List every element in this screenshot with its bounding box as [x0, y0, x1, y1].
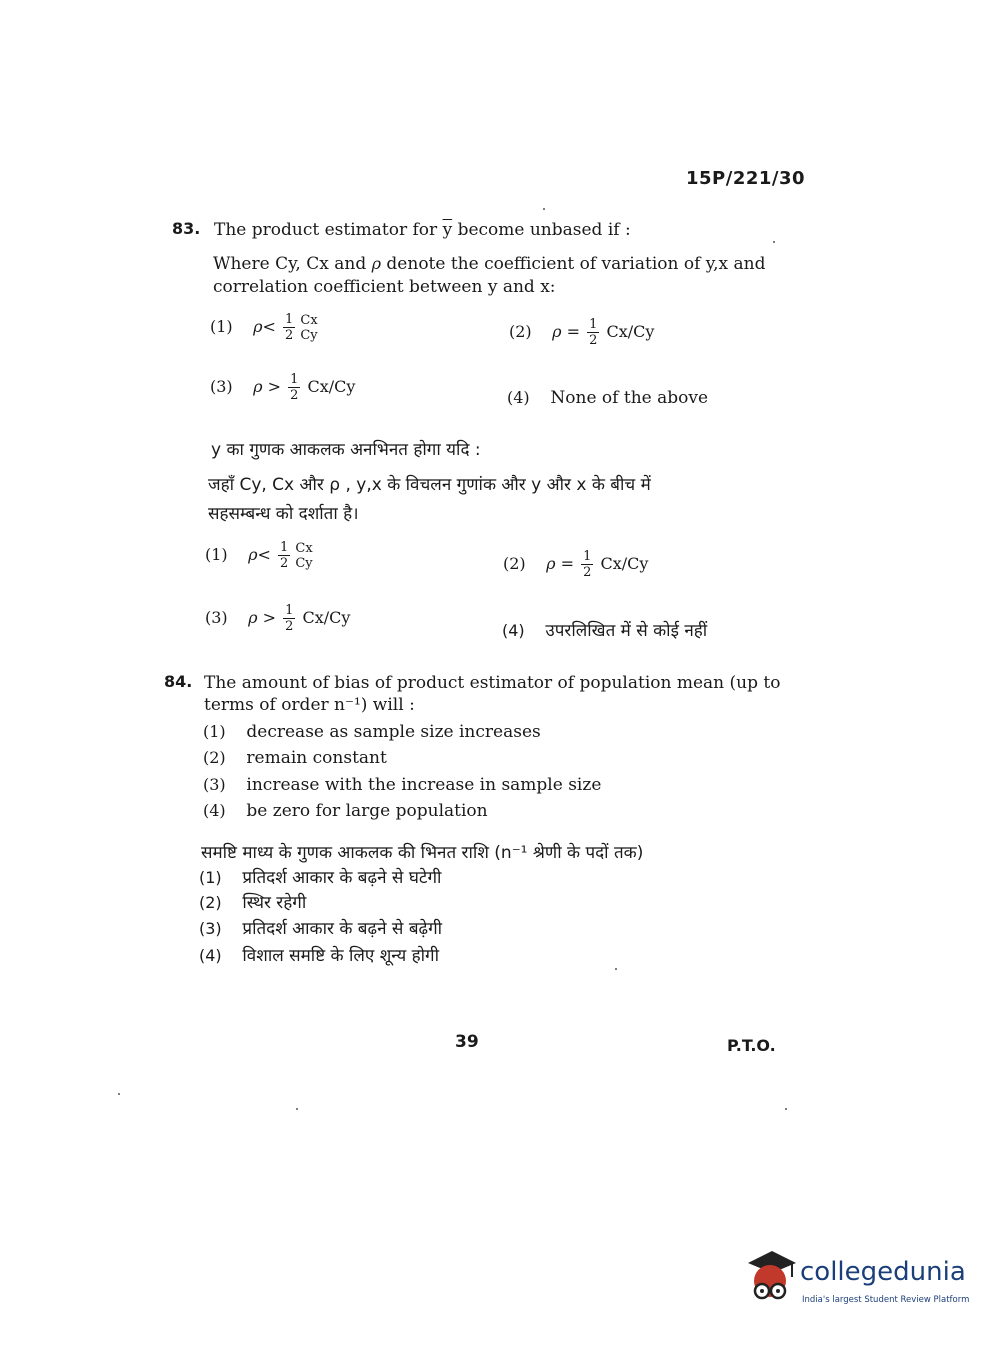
option-fraction: $\frac{1}{2}$ — [280, 540, 289, 571]
q83-en-option-4 — [507, 388, 708, 408]
q84-hi-option-4 — [199, 943, 439, 966]
question-number-83: 83. — [172, 219, 201, 238]
q83-hi-option-2 — [503, 550, 648, 579]
option-number: (4) — [199, 946, 222, 965]
scan-speck — [785, 1108, 787, 1110]
q84-hi-option-1 — [199, 865, 441, 888]
option-text: increase with the increase in sample size — [246, 775, 602, 795]
option-fraction: $\frac{1}{2}$ — [285, 312, 294, 343]
q84-stem-line2: terms of order n⁻¹) will : — [204, 695, 415, 715]
q84-en-option-2 — [203, 748, 387, 768]
q83-hi-option-4 — [502, 618, 707, 641]
q84-hi-option-3 — [199, 916, 442, 939]
q83-where-rho: ρ — [371, 254, 382, 273]
q84-hi-option-2 — [199, 890, 306, 913]
option-fraction: $\frac{1}{2}$ — [589, 317, 598, 348]
option-number: (3) — [205, 608, 228, 627]
option-text: decrease as sample size increases — [246, 722, 541, 742]
option-text: उपरलिखित में से कोई नहीं — [545, 621, 708, 641]
option-text: स्थिर रहेगी — [242, 893, 307, 913]
q84-en-option-1 — [203, 722, 541, 742]
option-relation: ρ > — [248, 608, 276, 627]
mascot-icon — [742, 1247, 800, 1311]
option-number: (3) — [210, 377, 233, 396]
q83-where-text: Where Cy, Cx and — [213, 254, 367, 274]
q83-hi-option-1 — [205, 541, 317, 570]
option-number: (3) — [203, 775, 226, 794]
option-fraction: $\frac{1}{2}$ — [583, 549, 592, 580]
option-ratio: Cx/Cy — [600, 554, 649, 573]
scan-speck — [543, 208, 545, 210]
scan-speck — [773, 241, 775, 243]
option-relation: ρ< — [253, 317, 276, 336]
q83-where-text-b: denote the coefficient of variation of y,x and — [386, 254, 766, 274]
option-number: (2) — [199, 893, 222, 912]
q84-en-option-3 — [203, 775, 601, 795]
option-number: (4) — [507, 388, 530, 407]
q83-stem — [214, 220, 631, 240]
q83-stem-end: become unbased if : — [457, 220, 631, 240]
q84-hindi-stem: समष्टि माध्य के गुणक आकलक की भिनत राशि (n⁻¹ श्रेणी के पदों तक) — [201, 843, 644, 863]
option-ratio: Cx/Cy — [302, 608, 351, 627]
option-number: (1) — [203, 722, 226, 741]
q83-en-option-3 — [210, 373, 355, 402]
option-ratio: Cx/Cy — [606, 322, 655, 341]
option-text: विशाल समष्टि के लिए शून्य होगी — [242, 946, 439, 966]
q83-hi-option-3 — [205, 604, 350, 633]
option-number: (2) — [203, 748, 226, 767]
option-text: प्रतिदर्श आकार के बढ़ने से घटेगी — [242, 868, 442, 888]
q84-en-option-4 — [203, 801, 488, 821]
option-number: (4) — [203, 801, 226, 820]
q83-stem-var: $\overline{y}$ — [442, 220, 453, 240]
option-number: (1) — [210, 317, 233, 336]
collegedunia-watermark — [742, 1247, 972, 1317]
q83-stem-text: The product estimator for — [214, 220, 438, 240]
q83-where-line2: correlation coefficient between y and x: — [213, 277, 556, 297]
brand-name: collegedunia — [800, 1257, 966, 1287]
option-ratio: Cx/Cy — [307, 377, 356, 396]
option-relation: ρ< — [248, 545, 271, 564]
q83-en-option-1 — [210, 313, 322, 342]
q83-where-line1 — [213, 254, 766, 274]
paper-code: 15P/221/30 — [686, 168, 806, 189]
scan-speck — [118, 1093, 120, 1095]
option-fraction: $\frac{1}{2}$ — [290, 372, 299, 403]
pto-label: P.T.O. — [727, 1036, 776, 1055]
option-text: प्रतिदर्श आकार के बढ़ने से बढ़ेगी — [242, 919, 443, 939]
option-text: remain constant — [246, 748, 387, 768]
option-text: None of the above — [550, 388, 709, 408]
scan-speck — [615, 968, 617, 970]
option-number: (1) — [199, 868, 222, 887]
option-relation: ρ > — [253, 377, 281, 396]
q83-hindi-where-2: सहसम्बन्ध को दर्शाता है। — [208, 504, 359, 524]
option-fraction: $\frac{1}{2}$ — [285, 603, 294, 634]
option-number: (4) — [502, 621, 525, 640]
option-fraction-ratio: Cx Cy — [295, 540, 313, 571]
option-text: be zero for large population — [246, 801, 488, 821]
question-number-84: 84. — [164, 672, 193, 691]
scan-speck — [296, 1108, 298, 1110]
q83-hindi-where-1: जहाँ Cy, Cx और ρ , y,x के विचलन गुणांक और y और x के बीच में — [208, 475, 651, 495]
option-number: (3) — [199, 919, 222, 938]
option-fraction-ratio: Cx Cy — [300, 312, 318, 343]
option-number: (2) — [503, 554, 526, 573]
q83-hindi-stem: y का गुणक आकलक अनभिनत होगा यदि : — [211, 440, 481, 460]
brand-tagline: India's largest Student Review Platform — [802, 1295, 970, 1305]
q83-en-option-2 — [509, 318, 654, 347]
option-number: (2) — [509, 322, 532, 341]
option-number: (1) — [205, 545, 228, 564]
option-relation: ρ = — [546, 554, 574, 573]
option-relation: ρ = — [552, 322, 580, 341]
page-number: 39 — [455, 1032, 479, 1052]
q84-stem-line1: The amount of bias of product estimator of population mean (up to — [204, 673, 781, 693]
